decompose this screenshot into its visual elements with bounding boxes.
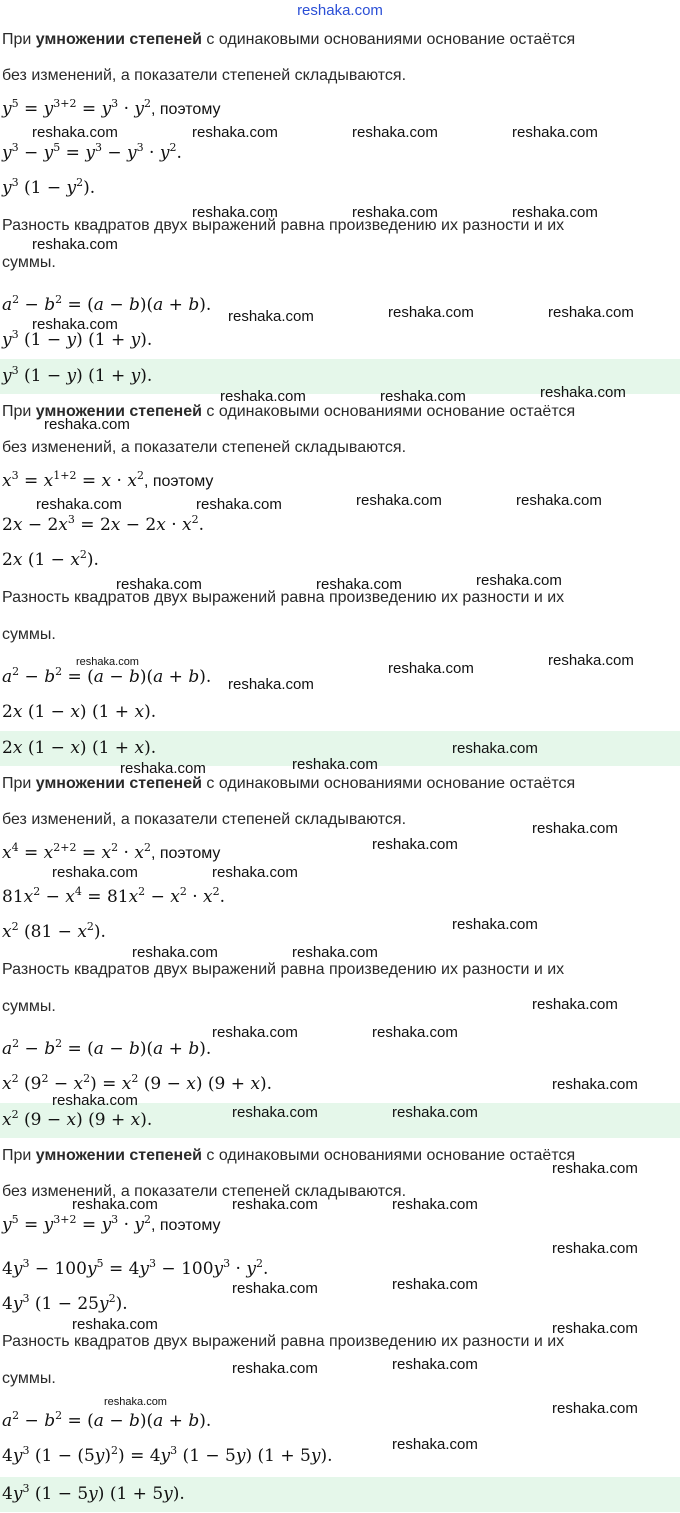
watermark: reshaka.com bbox=[32, 236, 118, 253]
substitution: $4y^3 - 100y^5 = 4y^3 - 100y^3 \cdot y^2$. bbox=[2, 1257, 269, 1279]
answer: $x^2$ (9 − x) (9 + x). bbox=[2, 1108, 153, 1130]
watermark: reshaka.com bbox=[392, 1104, 478, 1121]
watermark: reshaka.com bbox=[120, 760, 206, 777]
watermark: reshaka.com bbox=[512, 124, 598, 141]
watermark: reshaka.com bbox=[192, 124, 278, 141]
answer: 2x (1 − x) (1 + x). bbox=[2, 738, 157, 758]
watermark: reshaka.com bbox=[372, 1024, 458, 1041]
watermark: reshaka.com bbox=[476, 572, 562, 589]
diff-line-1: Разность квадратов двух выражений равна произведению их разности и их bbox=[2, 589, 565, 606]
watermark: reshaka.com bbox=[452, 740, 538, 757]
watermark: reshaka.com bbox=[352, 124, 438, 141]
power-rule: $x^4 = x^{2+2} = x^2 \cdot x^2$, поэтому bbox=[2, 841, 221, 863]
watermark: reshaka.com bbox=[512, 204, 598, 221]
watermark: reshaka.com bbox=[116, 576, 202, 593]
watermark: reshaka.com bbox=[52, 1092, 138, 1109]
diff-line-2: суммы. bbox=[2, 626, 56, 643]
expanded: $x^2$ $(9^2 - x^2) = x^2$ (9 − x) (9 + x). bbox=[2, 1072, 273, 1094]
watermark: reshaka.com bbox=[552, 1160, 638, 1177]
factored: $y^3$ $(1 - y^2)$. bbox=[2, 176, 96, 198]
site-link[interactable]: reshaka.com bbox=[297, 2, 383, 19]
watermark: reshaka.com bbox=[36, 496, 122, 513]
watermark: reshaka.com bbox=[232, 1196, 318, 1213]
watermark: reshaka.com bbox=[72, 1196, 158, 1213]
answer: $y^3$ (1 − y) (1 + y). bbox=[2, 364, 153, 386]
formula: $a^2 - b^2 = (a - b)(a + b)$. bbox=[2, 293, 212, 315]
power-rule: $x^3 = x^{1+2} = x \cdot x^2$, поэтому bbox=[2, 469, 214, 491]
diff-line-2: суммы. bbox=[2, 1370, 56, 1387]
substitution: $y^3 - y^5 = y^3 - y^3 \cdot y^2$. bbox=[2, 141, 182, 163]
watermark: reshaka.com bbox=[232, 1280, 318, 1297]
expanded: $4y^3$ $(1 - (5y)^2) = 4y^3$ (1 − 5y) (1 + 5y). bbox=[2, 1444, 333, 1466]
watermark: reshaka.com bbox=[548, 652, 634, 669]
watermark: reshaka.com bbox=[392, 1276, 478, 1293]
diff-line-1: Разность квадратов двух выражений равна произведению их разности и их bbox=[2, 1333, 565, 1350]
substitution: $2x - 2x^3 = 2x - 2x \cdot x^2$. bbox=[2, 513, 205, 535]
watermark: reshaka.com bbox=[228, 308, 314, 325]
diff-line-2: суммы. bbox=[2, 998, 56, 1015]
diff-line-2: суммы. bbox=[2, 254, 56, 271]
watermark: reshaka.com bbox=[212, 1024, 298, 1041]
watermark: reshaka.com bbox=[220, 388, 306, 405]
watermark: reshaka.com bbox=[292, 756, 378, 773]
watermark: reshaka.com bbox=[372, 836, 458, 853]
factored: 2x $(1 - x^2)$. bbox=[2, 548, 99, 570]
watermark: reshaka.com bbox=[552, 1400, 638, 1417]
diff-line-1: Разность квадратов двух выражений равна произведению их разности и их bbox=[2, 217, 565, 234]
watermark: reshaka.com bbox=[232, 1104, 318, 1121]
watermark: reshaka.com bbox=[356, 492, 442, 509]
watermark: reshaka.com bbox=[52, 864, 138, 881]
intro-line-1: При умножении степеней с одинаковыми основаниями основание остаётся bbox=[2, 403, 576, 420]
watermark: reshaka.com bbox=[552, 1240, 638, 1257]
answer: $4y^3$ (1 − 5y) (1 + 5y). bbox=[2, 1482, 185, 1504]
power-rule: $y^5 = y^{3+2} = y^3 \cdot y^2$, поэтому bbox=[2, 1213, 221, 1235]
intro-line-2: без изменений, а показатели степеней складываются. bbox=[2, 67, 407, 84]
intro-line-1: При умножении степеней с одинаковыми основаниями основание остаётся bbox=[2, 31, 576, 48]
watermark: reshaka.com bbox=[76, 656, 139, 668]
watermark: reshaka.com bbox=[388, 304, 474, 321]
factored: $x^2$ $(81 - x^2)$. bbox=[2, 920, 106, 942]
watermark: reshaka.com bbox=[532, 820, 618, 837]
watermark: reshaka.com bbox=[552, 1076, 638, 1093]
formula: $a^2 - b^2 = (a - b)(a + b)$. bbox=[2, 1409, 212, 1431]
formula: $a^2 - b^2 = (a - b)(a + b)$. bbox=[2, 1037, 212, 1059]
substitution: $81x^2 - x^4 = 81x^2 - x^2 \cdot x^2$. bbox=[2, 885, 226, 907]
watermark: reshaka.com bbox=[392, 1436, 478, 1453]
factored: $4y^3$ $(1 - 25y^2)$. bbox=[2, 1292, 128, 1314]
watermark: reshaka.com bbox=[32, 316, 118, 333]
expanded: 2x (1 − x) (1 + x). bbox=[2, 702, 157, 722]
watermark: reshaka.com bbox=[516, 492, 602, 509]
watermark: reshaka.com bbox=[392, 1356, 478, 1373]
intro-line-2: без изменений, а показатели степеней складываются. bbox=[2, 439, 407, 456]
watermark: reshaka.com bbox=[292, 944, 378, 961]
watermark: reshaka.com bbox=[392, 1196, 478, 1213]
watermark: reshaka.com bbox=[380, 388, 466, 405]
watermark: reshaka.com bbox=[228, 676, 314, 693]
watermark: reshaka.com bbox=[388, 660, 474, 677]
watermark: reshaka.com bbox=[352, 204, 438, 221]
intro-line-1: При умножении степеней с одинаковыми основаниями основание остаётся bbox=[2, 1147, 576, 1164]
power-rule: $y^5 = y^{3+2} = y^3 \cdot y^2$, поэтому bbox=[2, 97, 221, 119]
watermark: reshaka.com bbox=[452, 916, 538, 933]
watermark: reshaka.com bbox=[132, 944, 218, 961]
diff-line-1: Разность квадратов двух выражений равна произведению их разности и их bbox=[2, 961, 565, 978]
intro-line-2: без изменений, а показатели степеней складываются. bbox=[2, 811, 407, 828]
watermark: reshaka.com bbox=[548, 304, 634, 321]
expanded: $y^3$ (1 − y) (1 + y). bbox=[2, 328, 153, 350]
watermark: reshaka.com bbox=[196, 496, 282, 513]
watermark: reshaka.com bbox=[72, 1316, 158, 1333]
watermark: reshaka.com bbox=[104, 1396, 167, 1408]
intro-line-2: без изменений, а показатели степеней складываются. bbox=[2, 1183, 407, 1200]
watermark: reshaka.com bbox=[316, 576, 402, 593]
watermark: reshaka.com bbox=[232, 1360, 318, 1377]
intro-line-1: При умножении степеней с одинаковыми основаниями основание остаётся bbox=[2, 775, 576, 792]
formula: $a^2 - b^2 = (a - b)(a + b)$. bbox=[2, 665, 212, 687]
watermark: reshaka.com bbox=[44, 416, 130, 433]
watermark: reshaka.com bbox=[212, 864, 298, 881]
watermark: reshaka.com bbox=[532, 996, 618, 1013]
watermark: reshaka.com bbox=[540, 384, 626, 401]
watermark: reshaka.com bbox=[552, 1320, 638, 1337]
watermark: reshaka.com bbox=[32, 124, 118, 141]
watermark: reshaka.com bbox=[192, 204, 278, 221]
